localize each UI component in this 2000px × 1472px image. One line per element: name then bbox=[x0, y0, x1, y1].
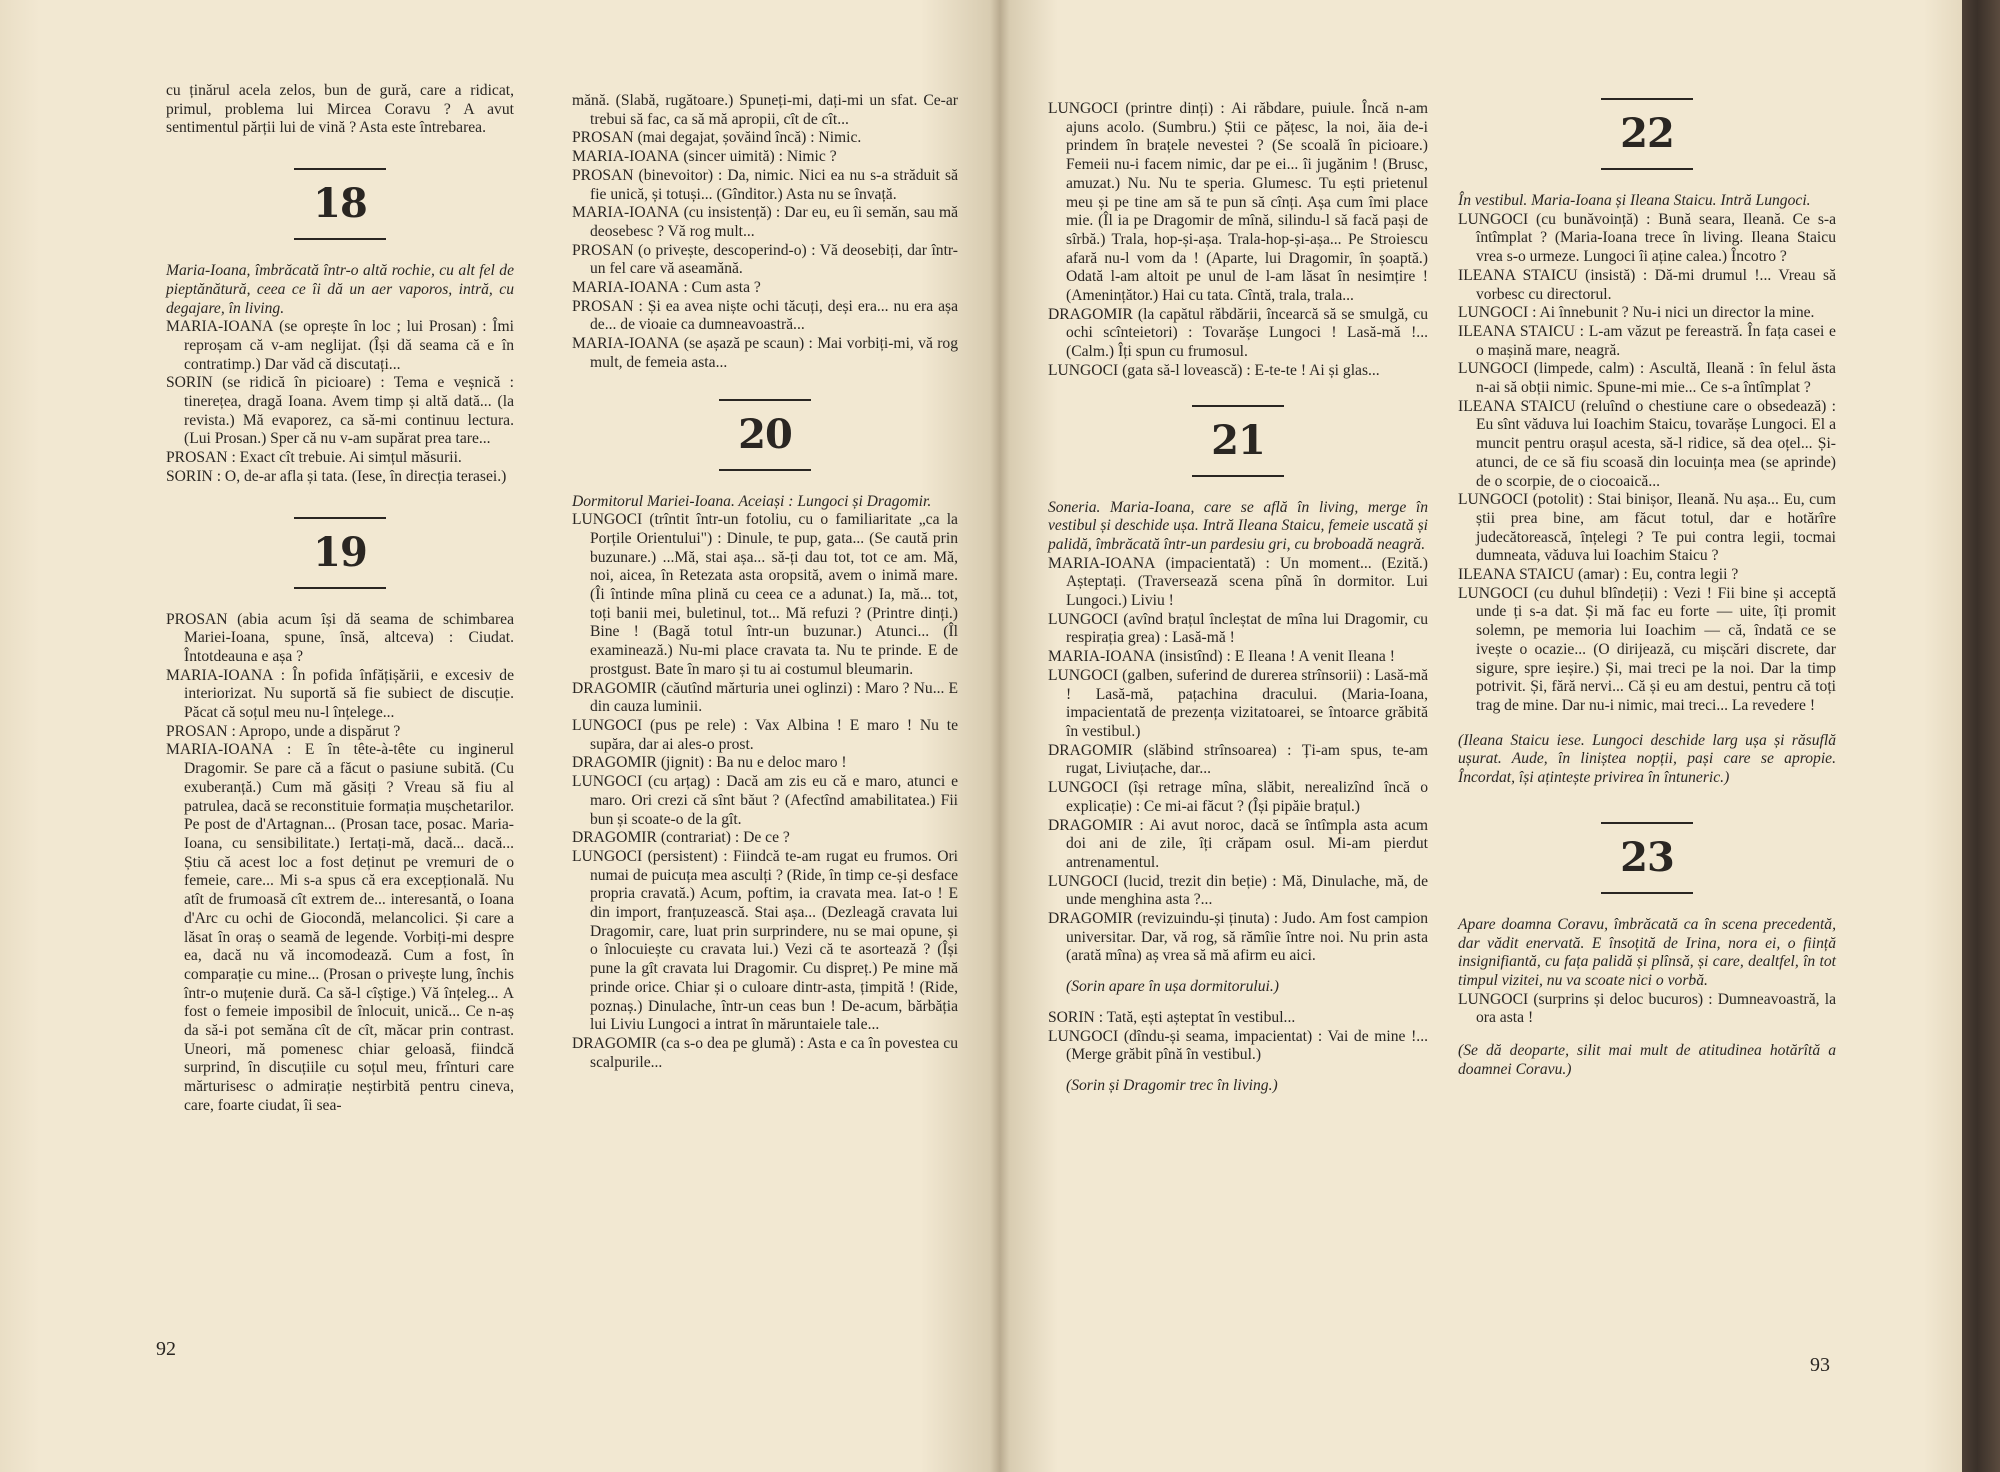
dialogue-block bbox=[166, 611, 514, 1116]
dialogue-block bbox=[1048, 555, 1428, 966]
dialogue-line: PROSAN : Și ea avea niște ochi tăcuți, deși era... nu era așa de... de vioaie ca dumneavoastră... bbox=[572, 297, 958, 334]
dialogue-line: PROSAN : Exact cît trebuie. Ai simțul măsurii. bbox=[166, 449, 462, 467]
dialogue-line: PROSAN (o privește, descoperind-o) : Vă deosebiți, dar într-un fel care vă aseamănă. bbox=[572, 241, 958, 278]
dialogue-line: MARIA-IOANA (impacientată) : Un moment... (Ezită.) Așteptați. (Traversează scena pînă în dormitor. Lui Lungoci.) Liviu ! bbox=[1048, 554, 1428, 610]
dialogue-line: DRAGOMIR (căutînd mărturia unei oglinzi) : Maro ? Nu... E din cauza luminii. bbox=[572, 679, 958, 716]
dialogue-line: SORIN : Tată, ești așteptat în vestibul... bbox=[1048, 1008, 1296, 1026]
dialogue-line: PROSAN (binevoitor) : Da, nimic. Nici ea nu s-a străduit să fie unică, și totuși... (Gînditor.) Asta nu se învață. bbox=[572, 166, 958, 203]
scene-number: 20 bbox=[738, 410, 792, 458]
dialogue-line: LUNGOCI (cu arțag) : Dacă am zis eu că e maro, atunci e maro. Ori crezi că sînt băut ? (Afectînd amabilitatea.) Fii bun și scoate-o de la gît. bbox=[572, 773, 958, 828]
dialogue-line: MARIA-IOANA (sincer uimită) : Nimic ? bbox=[572, 148, 837, 166]
stage-direction: (Sorin apare în ușa dormitorului.) bbox=[1066, 978, 1279, 996]
dialogue-line: LUNGOCI (galben, suferind de durerea strînsorii) : Lasă-mă ! Lasă-mă, pațachina dracului. (Maria-Ioana, impacientată de prezența vizitatoarei, se întoarce grăbită în vestibul.) bbox=[1048, 666, 1428, 740]
right-column-1 bbox=[1048, 100, 1428, 1096]
dialogue-line: ILEANA STAICU (amar) : Eu, contra legii ? bbox=[1458, 566, 1739, 584]
dialogue-line: MARIA-IOANA : E în tête-à-tête cu inginerul Dragomir. Se pare că a făcut o pasiune subită. (Cu exuberanță.) Cum mă găsiți ? Vreau să fiu al patrulea, dacă se reconstituie formația mușchetarilor. Pe post de d'Artagnan... (Prosan tace, posac. Maria-Ioana, cu sensibilitate.) Iertați-mă, dacă... dacă... Știu că acest loc a fost deținut pe vremuri de o femeie, care... Mi s-a spus că era excepțională. Nu atît de frumoasă cît extrem de... interesantă, o Ioana d'Arc cu ochi de Giocondă, melancolici. Și care a lăsat în oraș o seamă de legende. Vorbiți-mi despre ea, dacă nu vă incomodează. Cum a fost, în comparație cu mine... (Prosan o privește lung, închis într-o muțenie dură. Ca să-l cîștige.) Vă înțeleg... A fost o femeie imposibil de înlocuit, unică... Ce n-aș da să-i pot semăna cît de cît, măcar prin contrast. Uneori, mă pomenesc chiar geloasă, fiindcă surprind, în discuțiile cu soțul meu, frînturi care mărturisesc o admirație neștirbită pentru cineva, care, foarte ciudat, îi sea- bbox=[166, 741, 514, 1114]
dialogue-line: LUNGOCI : Ai înnebunit ? Nu-i nici un director la mine. bbox=[1458, 304, 1815, 322]
dialogue-line: ILEANA STAICU : L-am văzut pe fereastră. În fața casei e o mașină mare, neagră. bbox=[1458, 322, 1836, 359]
dialogue-block bbox=[572, 511, 958, 1072]
dialogue-block bbox=[1458, 211, 1836, 716]
dialogue-line: LUNGOCI (potolit) : Stai binișor, Ileană. Nu așa... Eu, cum știi prea bine, am făcut totul, dar e hotărîre judecătorească, înțelegi ? Te pui contra legii, tocmai dumneata, văduva lui Ioachim Staicu ? bbox=[1458, 491, 1836, 565]
stage-direction: (Se dă deoparte, silit mai mult de atitudinea hotărîtă a doamnei Coravu.) bbox=[1458, 1042, 1836, 1078]
page-number-left: 92 bbox=[156, 1338, 176, 1360]
scene-heading-22 bbox=[1458, 98, 1836, 170]
dialogue-line: LUNGOCI (limpede, calm) : Ascultă, Ileană : în felul ăsta n-ai să obții nimic. Spune-mi mie... Ce s-a întîmplat ? bbox=[1458, 360, 1836, 397]
dialogue-line: LUNGOCI (persistent) : Fiindcă te-am rugat eu frumos. Ori numai de puicuța mea asculți ? (Ride, în timp ce-și desface propria cravată.) Acum, poftim, ia cravata mea. Iat-o ! E din import, franțuzească. Stai așa... (Dezleagă cravata lui Dragomir, care, luat prin surprindere, nu se mai opune, și o înlocuiește cu cravata lui.) Vezi că te asortează ? (Își pune la gît cravata lui Dragomir. Cu dispreț.) Pe mine mă prinde orice. Chiar și o culoare dintr-asta, țimpită ! (Ride, poznaș.) Dinulache, într-un ceas bun ! De-acum, bărbăția lui Liviu Lungoci a intrat în măruntaiele tale... bbox=[572, 847, 958, 1034]
dialogue-line: LUNGOCI (dîndu-și seama, impacientat) : Vai de mine !... (Merge grăbit pînă în vestibul.) bbox=[1048, 1027, 1428, 1064]
dialogue-line: PROSAN (mai degajat, șovăind încă) : Nimic. bbox=[572, 129, 862, 147]
dialogue-block bbox=[166, 318, 514, 486]
dialogue-line: SORIN (se ridică în picioare) : Tema e veșnică : tinerețea, dragă Ioana. Avem timp și altă dată... (la revista.) Mă evaporez, ca să-mi continuu lectura. (Lui Prosan.) Sper că nu v-am supărat prea tare... bbox=[166, 374, 514, 448]
dialogue-line: LUNGOCI (gata să-l lovească) : E-te-te ! Ai și glas... bbox=[1048, 361, 1380, 379]
dialogue-line: DRAGOMIR (revizuindu-și ținuta) : Judo. Am fost campion universitar. Dar, vă rog, să rămîie între noi. Nu prin asta (arată mîna) aș vrea să mă afirm eu aici. bbox=[1048, 910, 1428, 965]
page-number-right: 93 bbox=[1810, 1354, 1830, 1376]
book-edge bbox=[1962, 0, 2000, 1472]
right-page bbox=[1000, 0, 1962, 1472]
dialogue-line: LUNGOCI (cu duhul blîndeții) : Vezi ! Fii bine și acceptă unde ți s-a dat. Și mă fac eu forte — uite, îți promit solemn, pe memoria lui Ioachim — că, îndată ce se ivește o ocazie... (O dirijează, cu mișcări discrete, dar sigure, spre ieșire.) Și, mai treci pe la noi. Dar la timp potrivit. Și, fără nervi... Că și eu am destui, pentru că toți trag de mine. Dar nu-i nimic, mai treci... La revedere ! bbox=[1458, 584, 1836, 714]
dialogue-line: LUNGOCI (cu bunăvoință) : Bună seara, Ileană. Ce s-a întîmplat ? (Maria-Ioana trece în living. Ileana Staicu vrea s-o urmeze. Lungoci îi aține calea.) Încotro ? bbox=[1458, 210, 1837, 266]
intro-paragraph: cu ținărul acela zelos, bun de gură, care a ridicat, primul, problema lui Mircea Coravu ? A avut sentimentul părții lui de vină ? Asta este întrebarea. bbox=[166, 82, 514, 137]
scene-number: 21 bbox=[1211, 416, 1265, 464]
scene-number: 22 bbox=[1620, 110, 1674, 157]
dialogue-block bbox=[1048, 100, 1428, 381]
dialogue-line: LUNGOCI (își retrage mîna, slăbit, nerealizînd încă o explicație) : Ce mi-ai făcut ? (Își pipăie brațul.) bbox=[1048, 779, 1428, 815]
dialogue-line: DRAGOMIR (jignit) : Ba nu e deloc maro ! bbox=[572, 754, 847, 772]
dialogue-block bbox=[572, 92, 958, 373]
scene-number: 23 bbox=[1620, 833, 1674, 881]
scene-number: 19 bbox=[313, 528, 367, 576]
left-column-1 bbox=[166, 82, 514, 1116]
scene-heading-21 bbox=[1048, 405, 1428, 477]
dialogue-line: ILEANA STAICU (insistă) : Dă-mi drumul !... Vreau să vorbesc cu directorul. bbox=[1458, 266, 1836, 303]
stage-direction: În vestibul. Maria-Ioana și Ileana Staicu. Intră Lungoci. bbox=[1458, 192, 1811, 209]
scene-heading-23 bbox=[1458, 822, 1836, 894]
dialogue-line: LUNGOCI (pus pe rele) : Vax Albina ! E maro ! Nu te supăra, dar ai ales-o prost. bbox=[572, 716, 958, 753]
dialogue-line: MARIA-IOANA : În pofida înfățișării, e excesiv de interiorizat. Nu suportă să fie subiect de discuție. Păcat că soțul meu nu-l înțelege... bbox=[166, 666, 514, 722]
stage-direction: (Ileana Staicu iese. Lungoci deschide larg ușa și răsuflă ușurat. Aude, în liniștea nopții, pași care se apropie. Încordat, își ațintește privirea în întuneric.) bbox=[1458, 731, 1836, 787]
dialogue-line: LUNGOCI (trîntit într-un fotoliu, cu o familiaritate „ca la Porțile Orientului") : Dinule, te pup, gata... (Se caută prin buzunare.) ...Mă, stai așa... să-ți dau tot, tot ce am. Mă, noi, aicea, în Retezata asta oropsită, avem o inimă mare. (Îi întinde mîna plină cu ceea ce a adunat.) Ia, mă... tot, toți banii mei, buletinul, tot... Mă refuzi ? (Printre dinți.) Bine ! (Bagă totul într-un buzunar.) Atunci... (Îl examinează.) Nu-mi place cravata ta. Nu te prinde. E de prostgust. Bate în maro și tu ai costumul bleumarin. bbox=[572, 511, 958, 678]
scene-heading-19 bbox=[166, 517, 514, 589]
dialogue-line: MARIA-IOANA (insistînd) : E Ileana ! A venit Ileana ! bbox=[1048, 648, 1395, 666]
dialogue-line: PROSAN : Apropo, unde a dispărut ? bbox=[166, 722, 401, 740]
dialogue-line: LUNGOCI (printre dinți) : Ai răbdare, puiule. Încă n-am ajuns acolo. (Sumbru.) Știi ce pățesc, la noi, ăia de-i prindem în brațele nevestei ? (Se scoală în picioare.) Femeii nu-i facem nimic, dar pe ei... îi jugănim ! (Brusc, amuzat.) Nu. Nu te speria. Glumesc. Tu ești prietenul meu și pe tine am să te pun să cînți. Așa cum îmi place mie. (Îl ia pe Dragomir de mînă, silindu-l să facă pași de sîrbă.) Trala, hop-și-așa. Trala-hop-și-așa... Pe Stroiescu afară nu-l vom da ! (Aparte, lui Dragomir, în șoaptă.) Odată l-am altoit pe unul de l-am lăsat în nesimțire ! (Amenințător.) Hai cu tata. Cîntă, trala, trala... bbox=[1048, 100, 1428, 305]
dialogue-line: DRAGOMIR (slăbind strînsoarea) : Ți-am spus, te-am rugat, Liviuțache, dar... bbox=[1048, 741, 1429, 778]
dialogue-line: DRAGOMIR : Ai avut noroc, dacă se întîmpla asta acum doi ani de zile, îți crăpam osul. Mi-am pierdut antrenamentul. bbox=[1048, 816, 1429, 871]
dialogue-line: DRAGOMIR (la capătul răbdării, încearcă să se smulgă, cu ochi scînteietori) : Tovarășe Lungoci ! Lasă-mă !... (Calm.) Îți spun cu frumosul. bbox=[1048, 305, 1428, 361]
dialogue-line: MARIA-IOANA : Cum asta ? bbox=[572, 279, 761, 297]
dialogue-line: LUNGOCI (avînd brațul încleștat de mîna lui Dragomir, cu respirația grea) : Lasă-mă ! bbox=[1048, 610, 1428, 647]
dialogue-line: MARIA-IOANA (se oprește în loc ; lui Prosan) : Îmi reproșam că v-am neglijat. (Își dă seama că e în contratimp.) Dar văd că discutați... bbox=[166, 318, 514, 373]
stage-direction: Apare doamna Coravu, îmbrăcată ca în scena precedentă, dar vădit enervată. E însoțită de Irina, nora ei, o ființă insignifiantă, cu fața palidă și plînsă, și care, dealtfel, în tot timpul vizitei, nu va scoate nici o vorbă. bbox=[1458, 915, 1836, 989]
scene-heading-18 bbox=[166, 168, 514, 240]
dialogue-block bbox=[1458, 991, 1836, 1028]
scene-number: 18 bbox=[313, 180, 367, 228]
right-column-2 bbox=[1458, 94, 1836, 1079]
stage-direction: Dormitorul Mariei-Ioana. Aceiași : Lungoci și Dragomir. bbox=[572, 492, 932, 510]
dialogue-line: DRAGOMIR (contrariat) : De ce ? bbox=[572, 829, 790, 847]
left-column-2 bbox=[572, 92, 958, 1072]
dialogue-line: SORIN : O, de-ar afla și tata. (Iese, în direcția terasei.) bbox=[166, 467, 507, 485]
dialogue-line: PROSAN (abia acum își dă seama de schimbarea Mariei-Ioana, spune, însă, altceva) : Ciudat. Întotdeauna e așa ? bbox=[166, 610, 514, 665]
dialogue-block bbox=[1048, 1009, 1428, 1065]
stage-direction: Soneria. Maria-Ioana, care se află în living, merge în vestibul și deschide ușa. Intră Ileana Staicu, femeie uscată și palidă, îmbrăcată într-un pardesiu gri, cu broboadă neagră. bbox=[1048, 498, 1428, 553]
dialogue-line: LUNGOCI (surprins și deloc bucuros) : Dumneavoastră, la ora asta ! bbox=[1458, 990, 1836, 1027]
dialogue-line: mănă. (Slabă, rugătoare.) Spuneți-mi, dați-mi un sfat. Ce-ar trebui să fac, ca să mă apropii, cît de cît... bbox=[572, 92, 958, 128]
dialogue-line: DRAGOMIR (ca s-o dea pe glumă) : Asta e ca în povestea cu scalpurile... bbox=[572, 1034, 958, 1071]
dialogue-line: LUNGOCI (lucid, trezit din beție) : Mă, Dinulache, mă, de unde menghina asta ?... bbox=[1048, 872, 1428, 909]
dialogue-line: MARIA-IOANA (se așază pe scaun) : Mai vorbiți-mi, vă rog mult, de femeia asta... bbox=[572, 335, 958, 371]
stage-direction: Maria-Ioana, îmbrăcată într-o altă rochie, cu alt fel de pieptănătură, ceea ce îi dă un aer vaporos, intră, cu degajare, în living. bbox=[166, 262, 514, 317]
dialogue-line: MARIA-IOANA (cu insistență) : Dar eu, eu îi semăn, sau mă deosebesc ? Vă rog mult... bbox=[572, 204, 959, 240]
stage-direction: (Sorin și Dragomir trec în living.) bbox=[1066, 1076, 1278, 1094]
dialogue-line: ILEANA STAICU (reluînd o chestiune care o obsedează) : Eu sînt văduva lui Ioachim Staicu, tovarășe Lungoci. El a muncit pentru orașul acesta, să-l ridice, să dea oțel... Și-atunci, de ce să fiu scoasă din locuința mea (se aprinde) de o scorpie, de o ciocoaică... bbox=[1458, 397, 1836, 490]
scene-heading-20 bbox=[572, 399, 958, 471]
